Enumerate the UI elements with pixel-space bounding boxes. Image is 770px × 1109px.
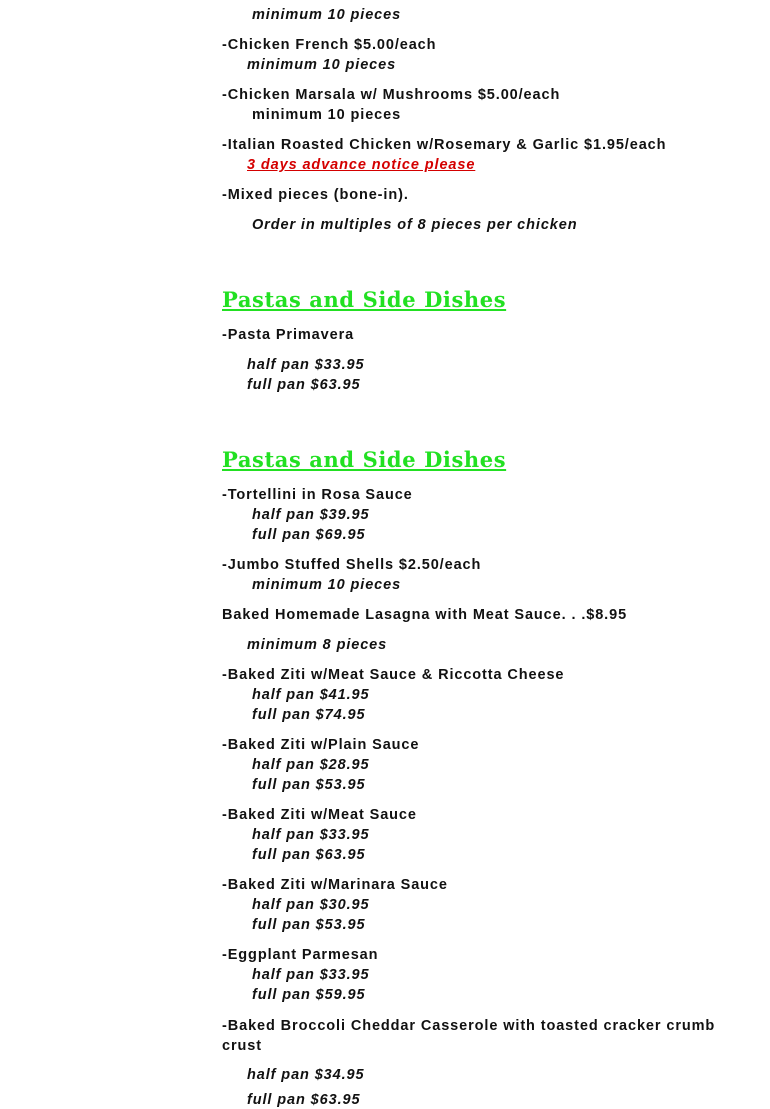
menu-item-lasagna: Baked Homemade Lasagna with Meat Sauce. . .$8.95 xyxy=(222,607,628,623)
half-pan-price: half pan $34.95 xyxy=(247,1067,365,1083)
menu-item-ziti-marinara: -Baked Ziti w/Marinara Sauce xyxy=(222,877,448,893)
menu-item-eggplant: -Eggplant Parmesan xyxy=(222,947,379,963)
menu-item-ziti-meat: -Baked Ziti w/Meat Sauce xyxy=(222,807,417,823)
full-pan-price: full pan $63.95 xyxy=(252,847,366,863)
half-pan-price: half pan $39.95 xyxy=(252,507,370,523)
minimum-note: minimum 10 pieces xyxy=(252,107,402,123)
full-pan-price: full pan $53.95 xyxy=(252,917,366,933)
half-pan-price: half pan $41.95 xyxy=(252,687,370,703)
order-note: Order in multiples of 8 pieces per chicken xyxy=(252,217,578,233)
full-pan-price: full pan $63.95 xyxy=(247,377,361,393)
minimum-note: minimum 8 pieces xyxy=(247,637,388,653)
section-heading: Pastas and Side Dishes xyxy=(222,447,507,472)
half-pan-price: half pan $33.95 xyxy=(252,967,370,983)
menu-item-ziti-riccotta: -Baked Ziti w/Meat Sauce & Riccotta Cheese xyxy=(222,667,565,683)
full-pan-price: full pan $74.95 xyxy=(252,707,366,723)
menu-item-chicken-french: -Chicken French $5.00/each xyxy=(222,37,437,53)
menu-item-chicken-marsala: -Chicken Marsala w/ Mushrooms $5.00/each xyxy=(222,87,561,103)
minimum-note: minimum 10 pieces xyxy=(247,57,397,73)
half-pan-price: half pan $28.95 xyxy=(252,757,370,773)
half-pan-price: half pan $30.95 xyxy=(252,897,370,913)
section-heading: Pastas and Side Dishes xyxy=(222,287,507,312)
half-pan-price: half pan $33.95 xyxy=(247,357,365,373)
menu-item-jumbo-shells: -Jumbo Stuffed Shells $2.50/each xyxy=(222,557,482,573)
menu-item-tortellini: -Tortellini in Rosa Sauce xyxy=(222,487,413,503)
menu-item-broccoli-casserole: -Baked Broccoli Cheddar Casserole with toasted cracker crumb crust xyxy=(222,1018,716,1054)
advance-notice: 3 days advance notice please xyxy=(247,157,476,173)
full-pan-price: full pan $63.95 xyxy=(247,1092,361,1108)
half-pan-price: half pan $33.95 xyxy=(252,827,370,843)
full-pan-price: full pan $69.95 xyxy=(252,527,366,543)
menu-item-italian-roasted-chicken: -Italian Roasted Chicken w/Rosemary & Garlic $1.95/each xyxy=(222,137,667,153)
menu-item-pasta-primavera: -Pasta Primavera xyxy=(222,327,355,343)
menu-item-mixed-pieces: -Mixed pieces (bone-in). xyxy=(222,187,409,203)
full-pan-price: full pan $53.95 xyxy=(252,777,366,793)
menu-item-ziti-plain: -Baked Ziti w/Plain Sauce xyxy=(222,737,420,753)
minimum-note: minimum 10 pieces xyxy=(252,7,402,23)
full-pan-price: full pan $59.95 xyxy=(252,987,366,1003)
minimum-note: minimum 10 pieces xyxy=(252,577,402,593)
